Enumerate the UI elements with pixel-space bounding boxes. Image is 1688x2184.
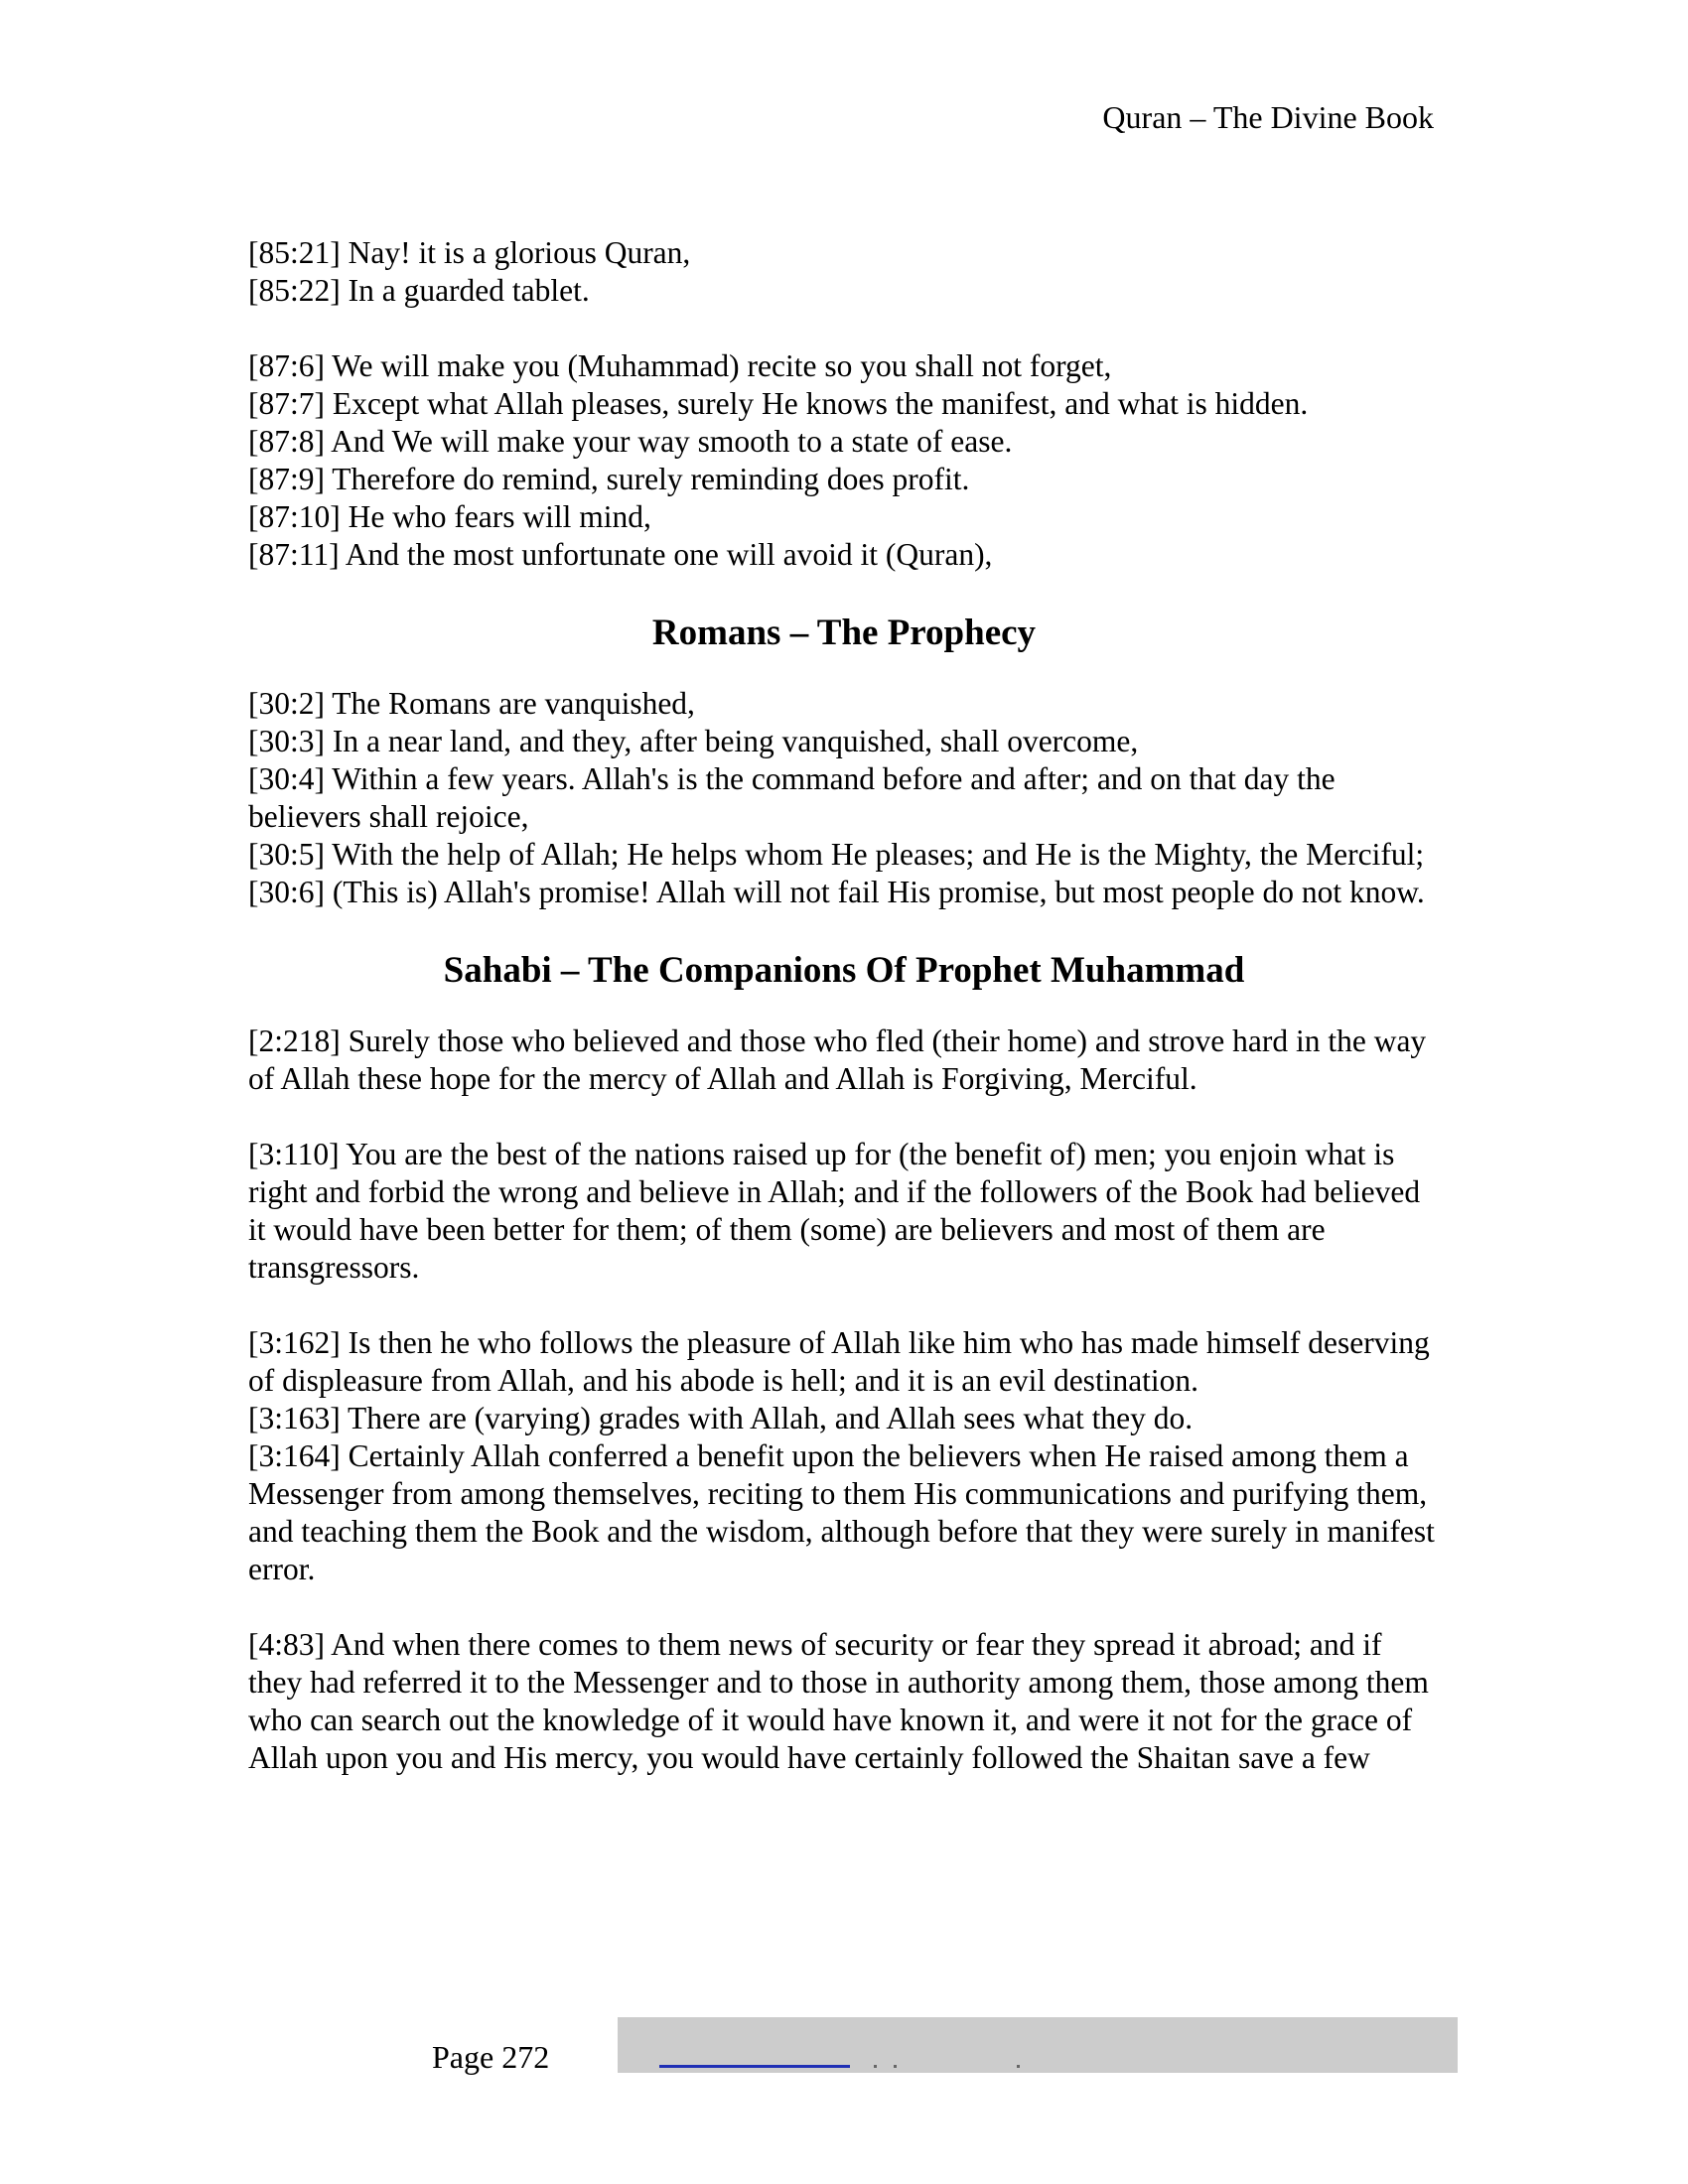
verse: [87:11] And the most unfortunate one will avoid it (Quran),: [248, 537, 993, 572]
verse: [87:8] And We will make your way smooth to a state of ease.: [248, 424, 1013, 459]
verse: [3:163] There are (varying) grades with Allah, and Allah sees what they do.: [248, 1401, 1194, 1435]
verse-group: [248, 1136, 1440, 1287]
verse: [30:6] (This is) Allah's promise! Allah will not fail His promise, but most people do not know.: [248, 875, 1425, 909]
verse: [87:10] He who fears will mind,: [248, 499, 651, 534]
page-body: [248, 234, 1440, 1815]
verse: [87:9] Therefore do remind, surely reminding does profit.: [248, 462, 970, 496]
section-heading: Romans – The Prophecy: [651, 613, 1037, 653]
verse: [30:5] With the help of Allah; He helps whom He pleases; and He is the Mighty, the Merciful;: [248, 837, 1425, 872]
verse-group: [248, 685, 1440, 911]
verse-group: [248, 1324, 1440, 1588]
footer-mark: [874, 2065, 877, 2068]
verse: [30:3] In a near land, and they, after being vanquished, shall overcome,: [248, 724, 1139, 758]
verse: [3:162] Is then he who follows the pleasure of Allah like him who has made himself deserving of displeasure from Allah, and his abode is hell; and it is an evil destination.: [248, 1325, 1430, 1398]
running-header: Quran – The Divine Book: [1102, 99, 1434, 135]
footer-bar: [618, 2017, 1458, 2073]
section-heading: Sahabi – The Companions Of Prophet Muhammad: [443, 950, 1245, 991]
verse-group: [248, 234, 1440, 310]
verse: [85:22] In a guarded tablet.: [248, 273, 590, 308]
verse: [2:218] Surely those who believed and those who fled (their home) and strove hard in the way of Allah these hope for the mercy of Allah and Allah is Forgiving, Merciful.: [248, 1024, 1427, 1096]
footer-mark: [894, 2065, 897, 2068]
verse: [3:110] You are the best of the nations raised up for (the benefit of) men; you enjoin what is right and forbid the wrong and believe in Allah; and if the followers of the Book had believed it would have been better for them; of them (some) are believers and most of them are transgressors.: [248, 1137, 1421, 1285]
verse: [3:164] Certainly Allah conferred a benefit upon the believers when He raised among them a Messenger from among themselves, reciting to them His communications and purifying them, and teaching them the Book and the wisdom, although before that they were surely in manifest error.: [248, 1438, 1435, 1586]
verse: [30:2] The Romans are vanquished,: [248, 686, 695, 721]
footer-mark: [1017, 2065, 1020, 2068]
verse-group: [248, 1626, 1440, 1777]
verse: [85:21] Nay! it is a glorious Quran,: [248, 235, 691, 270]
verse: [87:6] We will make you (Muhammad) recite so you shall not forget,: [248, 348, 1112, 383]
verse: [30:4] Within a few years. Allah's is the command before and after; and on that day the believers shall rejoice,: [248, 761, 1336, 834]
footer-link[interactable]: [659, 2065, 850, 2068]
page-number: Page 272: [432, 2039, 550, 2075]
verse-group: [248, 347, 1440, 574]
verse: [4:83] And when there comes to them news of security or fear they spread it abroad; and if they had referred it to the Messenger and to those in authority among them, those among them who can search out the knowledge of it would have known it, and were it not for the grace of Allah upon you and His mercy, you would have certainly followed the Shaitan save a few: [248, 1627, 1429, 1775]
verse-group: [248, 1023, 1440, 1098]
verse: [87:7] Except what Allah pleases, surely He knows the manifest, and what is hidden.: [248, 386, 1309, 421]
